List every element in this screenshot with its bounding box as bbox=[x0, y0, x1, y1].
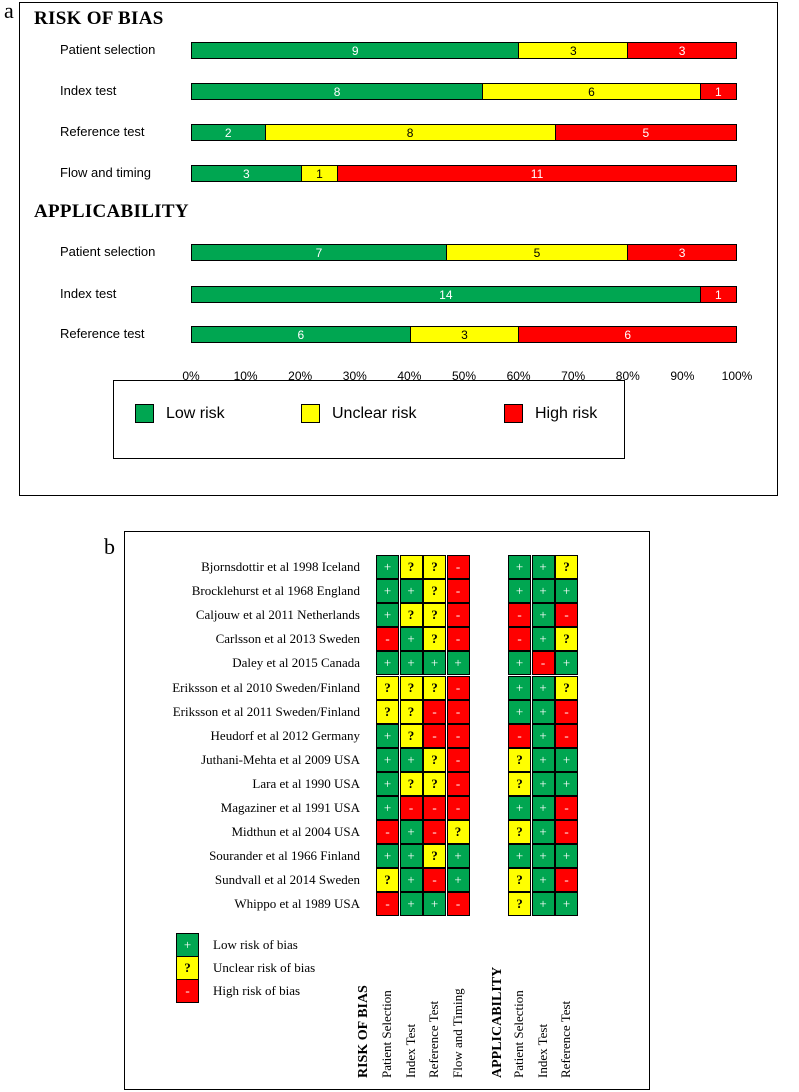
applicability-column-label: Reference Test bbox=[558, 1000, 573, 1078]
bar-segment-unclear: 3 bbox=[410, 327, 519, 342]
applicability-cell: - bbox=[555, 724, 578, 748]
applicability-cell: + bbox=[555, 748, 578, 772]
risk-of-bias-cell: + bbox=[376, 772, 399, 796]
grid-legend-label-low: Low risk of bias bbox=[213, 937, 298, 952]
grid-legend-low bbox=[176, 933, 298, 957]
bar-segment-high: 1 bbox=[700, 84, 736, 99]
study-label: Caljouw et al 2011 Netherlands bbox=[195, 607, 360, 623]
risk-of-bias-cell: + bbox=[376, 724, 399, 748]
risk-of-bias-cell: ? bbox=[400, 603, 423, 627]
legend-item-unclear bbox=[301, 404, 416, 423]
study-label: Eriksson et al 2011 Sweden/Finland bbox=[172, 703, 360, 719]
applicability-cell: - bbox=[508, 603, 531, 627]
panel-b-label: b bbox=[104, 534, 115, 559]
grid-legend-swatch-high: - bbox=[176, 979, 199, 1003]
bar-segment-unclear: 8 bbox=[265, 125, 555, 140]
stacked-bar bbox=[191, 165, 737, 182]
risk-of-bias-cell: ? bbox=[423, 772, 446, 796]
applicability-cell: ? bbox=[508, 772, 531, 796]
stacked-bar bbox=[191, 83, 737, 100]
study-label: Sourander et al 1966 Finland bbox=[209, 848, 360, 864]
risk-of-bias-cell: - bbox=[447, 892, 470, 916]
applicability-cell: - bbox=[508, 724, 531, 748]
rob-column-label: Index Test bbox=[402, 1023, 418, 1078]
risk-of-bias-cell: ? bbox=[400, 555, 423, 579]
applicability-cell: + bbox=[555, 579, 578, 603]
bar-label: Index test bbox=[60, 83, 117, 98]
applicability-cell: ? bbox=[555, 676, 578, 700]
applicability-cell: - bbox=[532, 651, 555, 675]
risk-of-bias-cell: - bbox=[423, 820, 446, 844]
study-label: Eriksson et al 2010 Sweden/Finland bbox=[172, 679, 360, 695]
rob-column-label: Flow and Timing bbox=[449, 988, 465, 1078]
grid-legend-high bbox=[176, 979, 300, 1003]
applicability-column-label: Patient Selection bbox=[511, 990, 526, 1078]
risk-of-bias-cell: ? bbox=[376, 700, 399, 724]
risk-of-bias-cell: + bbox=[400, 651, 423, 675]
legend-swatch-high bbox=[504, 404, 523, 423]
bar-label: Patient selection bbox=[60, 42, 156, 57]
study-label: Whippo et al 1989 USA bbox=[234, 896, 360, 912]
risk-of-bias-cell: + bbox=[376, 796, 399, 820]
risk-of-bias-cell: ? bbox=[423, 603, 446, 627]
x-tick-label: 40% bbox=[397, 369, 422, 383]
risk-of-bias-cell: - bbox=[423, 868, 446, 892]
stacked-bar bbox=[191, 286, 737, 303]
study-label: Magaziner et al 1991 USA bbox=[220, 800, 360, 815]
applicability-cell: + bbox=[532, 820, 555, 844]
bar-label: Flow and timing bbox=[60, 165, 152, 180]
study-label: Heudorf et al 2012 Germany bbox=[210, 727, 360, 743]
grid-legend-swatch-unclear: ? bbox=[176, 956, 199, 980]
study-label: Midthun et al 2004 USA bbox=[231, 824, 360, 840]
legend-swatch-low bbox=[135, 404, 154, 423]
applicability-cell: + bbox=[508, 651, 531, 675]
stacked-bar bbox=[191, 124, 737, 141]
applicability-cell: + bbox=[532, 676, 555, 700]
bar-label: Index test bbox=[60, 286, 117, 301]
applicability-cell: + bbox=[508, 700, 531, 724]
risk-of-bias-cell: - bbox=[447, 796, 470, 820]
risk-of-bias-cell: ? bbox=[400, 724, 423, 748]
grid-legend-label-high: High risk of bias bbox=[213, 983, 301, 998]
x-tick-label: 50% bbox=[451, 369, 477, 383]
bar-label: Patient selection bbox=[60, 244, 156, 259]
study-label: Daley et al 2015 Canada bbox=[232, 655, 360, 671]
risk-of-bias-cell: ? bbox=[423, 627, 446, 651]
section-title-risk-of-bias: RISK OF BIAS bbox=[34, 8, 164, 29]
risk-of-bias-cell: - bbox=[447, 603, 470, 627]
bar-segment-low: 9 bbox=[192, 43, 518, 58]
x-tick-label: 20% bbox=[288, 369, 313, 383]
bar-segment-high: 5 bbox=[555, 125, 736, 140]
bar-label: Reference test bbox=[60, 326, 145, 341]
applicability-cell: - bbox=[555, 820, 578, 844]
applicability-cell: + bbox=[555, 651, 578, 675]
study-label: Brocklehurst et al 1968 England bbox=[191, 583, 360, 599]
study-label: Juthani-Mehta et al 2009 USA bbox=[201, 751, 360, 767]
bar-label: Reference test bbox=[60, 124, 145, 139]
x-tick-label: 30% bbox=[342, 369, 367, 383]
risk-of-bias-cell: + bbox=[376, 844, 399, 868]
risk-of-bias-cell: + bbox=[400, 868, 423, 892]
grid-legend-unclear bbox=[176, 956, 315, 980]
rob-group-title: RISK OF BIAS bbox=[356, 985, 371, 1078]
applicability-cell: + bbox=[508, 796, 531, 820]
risk-of-bias-cell: + bbox=[400, 627, 423, 651]
risk-of-bias-cell: - bbox=[447, 579, 470, 603]
applicability-cell: + bbox=[532, 772, 555, 796]
rob-column-label: Reference Test bbox=[426, 1000, 441, 1078]
risk-of-bias-cell: - bbox=[376, 820, 399, 844]
bar-segment-low: 8 bbox=[192, 84, 482, 99]
risk-of-bias-cell: ? bbox=[400, 700, 423, 724]
x-tick-label: 100% bbox=[721, 369, 753, 383]
applicability-cell: + bbox=[532, 627, 555, 651]
x-tick-label: 0% bbox=[182, 369, 200, 383]
applicability-cell: + bbox=[532, 579, 555, 603]
stacked-bar bbox=[191, 42, 737, 59]
legend-item-low bbox=[135, 404, 225, 423]
risk-of-bias-cell: - bbox=[447, 748, 470, 772]
bar-segment-low: 3 bbox=[192, 166, 301, 181]
bar-segment-low: 14 bbox=[192, 287, 700, 302]
applicability-cell: ? bbox=[508, 820, 531, 844]
grid-legend-swatch-low: + bbox=[176, 933, 199, 957]
rob-column-label: Patient Selection bbox=[379, 990, 394, 1078]
legend-item-high bbox=[504, 404, 597, 423]
bar-segment-high: 1 bbox=[700, 287, 736, 302]
risk-of-bias-cell: - bbox=[447, 627, 470, 651]
applicability-cell: ? bbox=[555, 555, 578, 579]
bar-segment-low: 6 bbox=[192, 327, 410, 342]
applicability-cell: ? bbox=[555, 627, 578, 651]
bar-segment-unclear: 3 bbox=[518, 43, 627, 58]
applicability-cell: + bbox=[532, 748, 555, 772]
risk-of-bias-cell: + bbox=[376, 603, 399, 627]
applicability-cell: + bbox=[555, 892, 578, 916]
applicability-cell: - bbox=[555, 700, 578, 724]
applicability-cell: - bbox=[555, 603, 578, 627]
risk-of-bias-cell: - bbox=[447, 555, 470, 579]
risk-of-bias-cell: - bbox=[400, 796, 423, 820]
study-label: Carlsson et al 2013 Sweden bbox=[215, 631, 360, 647]
applicability-cell: + bbox=[555, 772, 578, 796]
applicability-cell: + bbox=[532, 796, 555, 820]
risk-of-bias-cell: ? bbox=[423, 676, 446, 700]
legend-swatch-unclear bbox=[301, 404, 320, 423]
applicability-cell: + bbox=[508, 844, 531, 868]
x-tick-label: 10% bbox=[233, 369, 258, 383]
study-label: Bjornsdottir et al 1998 Iceland bbox=[201, 559, 360, 574]
risk-of-bias-cell: ? bbox=[400, 772, 423, 796]
risk-of-bias-cell: + bbox=[400, 820, 423, 844]
legend-label-unclear: Unclear risk bbox=[332, 404, 417, 422]
risk-of-bias-cell: + bbox=[447, 844, 470, 868]
applicability-cell: - bbox=[508, 627, 531, 651]
applicability-group-title: APPLICABILITY bbox=[490, 966, 505, 1078]
risk-of-bias-cell: - bbox=[423, 724, 446, 748]
risk-of-bias-cell: - bbox=[376, 892, 399, 916]
applicability-cell: + bbox=[508, 579, 531, 603]
legend-label-high: High risk bbox=[535, 404, 598, 422]
panel-a-label: a bbox=[4, 0, 14, 23]
risk-of-bias-cell: ? bbox=[400, 676, 423, 700]
legend-label-low: Low risk bbox=[166, 404, 225, 422]
risk-of-bias-cell: + bbox=[376, 651, 399, 675]
risk-of-bias-cell: - bbox=[376, 627, 399, 651]
risk-of-bias-cell: ? bbox=[447, 820, 470, 844]
risk-of-bias-cell: + bbox=[400, 748, 423, 772]
bar-segment-high: 3 bbox=[627, 43, 736, 58]
risk-of-bias-cell: ? bbox=[376, 868, 399, 892]
x-tick-label: 60% bbox=[506, 369, 531, 383]
risk-of-bias-cell: - bbox=[447, 724, 470, 748]
applicability-cell: + bbox=[508, 676, 531, 700]
risk-of-bias-cell: + bbox=[376, 579, 399, 603]
applicability-cell: + bbox=[532, 603, 555, 627]
chart-legend bbox=[113, 380, 625, 459]
risk-of-bias-cell: + bbox=[447, 868, 470, 892]
risk-of-bias-cell: ? bbox=[423, 555, 446, 579]
applicability-cell: ? bbox=[508, 892, 531, 916]
risk-of-bias-cell: + bbox=[447, 651, 470, 675]
bar-segment-low: 7 bbox=[192, 245, 446, 260]
bar-segment-unclear: 1 bbox=[301, 166, 337, 181]
risk-of-bias-cell: - bbox=[423, 796, 446, 820]
bar-segment-high: 11 bbox=[337, 166, 736, 181]
grid-legend-label-unclear: Unclear risk of bias bbox=[213, 960, 316, 975]
x-tick-label: 80% bbox=[615, 369, 640, 383]
risk-of-bias-cell: - bbox=[447, 772, 470, 796]
applicability-cell: + bbox=[532, 700, 555, 724]
study-label: Sundvall et al 2014 Sweden bbox=[214, 872, 360, 888]
study-label: Lara et al 1990 USA bbox=[252, 775, 360, 791]
applicability-cell: - bbox=[555, 796, 578, 820]
risk-of-bias-cell: + bbox=[423, 651, 446, 675]
risk-of-bias-cell: + bbox=[400, 892, 423, 916]
x-tick-label: 90% bbox=[670, 369, 695, 383]
risk-of-bias-cell: - bbox=[447, 700, 470, 724]
bar-segment-low: 2 bbox=[192, 125, 265, 140]
applicability-column-label: Index Test bbox=[534, 1023, 550, 1078]
applicability-cell: ? bbox=[508, 748, 531, 772]
applicability-cell: + bbox=[532, 724, 555, 748]
stacked-bar bbox=[191, 326, 737, 343]
risk-of-bias-cell: + bbox=[376, 555, 399, 579]
risk-of-bias-cell: ? bbox=[423, 579, 446, 603]
risk-of-bias-cell: ? bbox=[376, 676, 399, 700]
applicability-cell: + bbox=[532, 868, 555, 892]
stacked-bar bbox=[191, 244, 737, 261]
applicability-cell: + bbox=[532, 844, 555, 868]
bar-segment-high: 6 bbox=[518, 327, 736, 342]
risk-of-bias-cell: + bbox=[423, 892, 446, 916]
risk-of-bias-cell: - bbox=[447, 676, 470, 700]
risk-of-bias-cell: + bbox=[376, 748, 399, 772]
applicability-cell: - bbox=[555, 868, 578, 892]
risk-of-bias-cell: - bbox=[423, 700, 446, 724]
risk-of-bias-cell: ? bbox=[423, 748, 446, 772]
applicability-cell: + bbox=[555, 844, 578, 868]
x-tick-label: 70% bbox=[561, 369, 586, 383]
bar-segment-unclear: 5 bbox=[446, 245, 627, 260]
applicability-cell: ? bbox=[508, 868, 531, 892]
risk-of-bias-cell: + bbox=[400, 844, 423, 868]
applicability-cell: + bbox=[508, 555, 531, 579]
applicability-cell: + bbox=[532, 555, 555, 579]
risk-of-bias-cell: + bbox=[400, 579, 423, 603]
applicability-cell: + bbox=[532, 892, 555, 916]
risk-of-bias-cell: ? bbox=[423, 844, 446, 868]
bar-segment-unclear: 6 bbox=[482, 84, 700, 99]
section-title-applicability: APPLICABILITY bbox=[34, 201, 189, 222]
bar-segment-high: 3 bbox=[627, 245, 736, 260]
